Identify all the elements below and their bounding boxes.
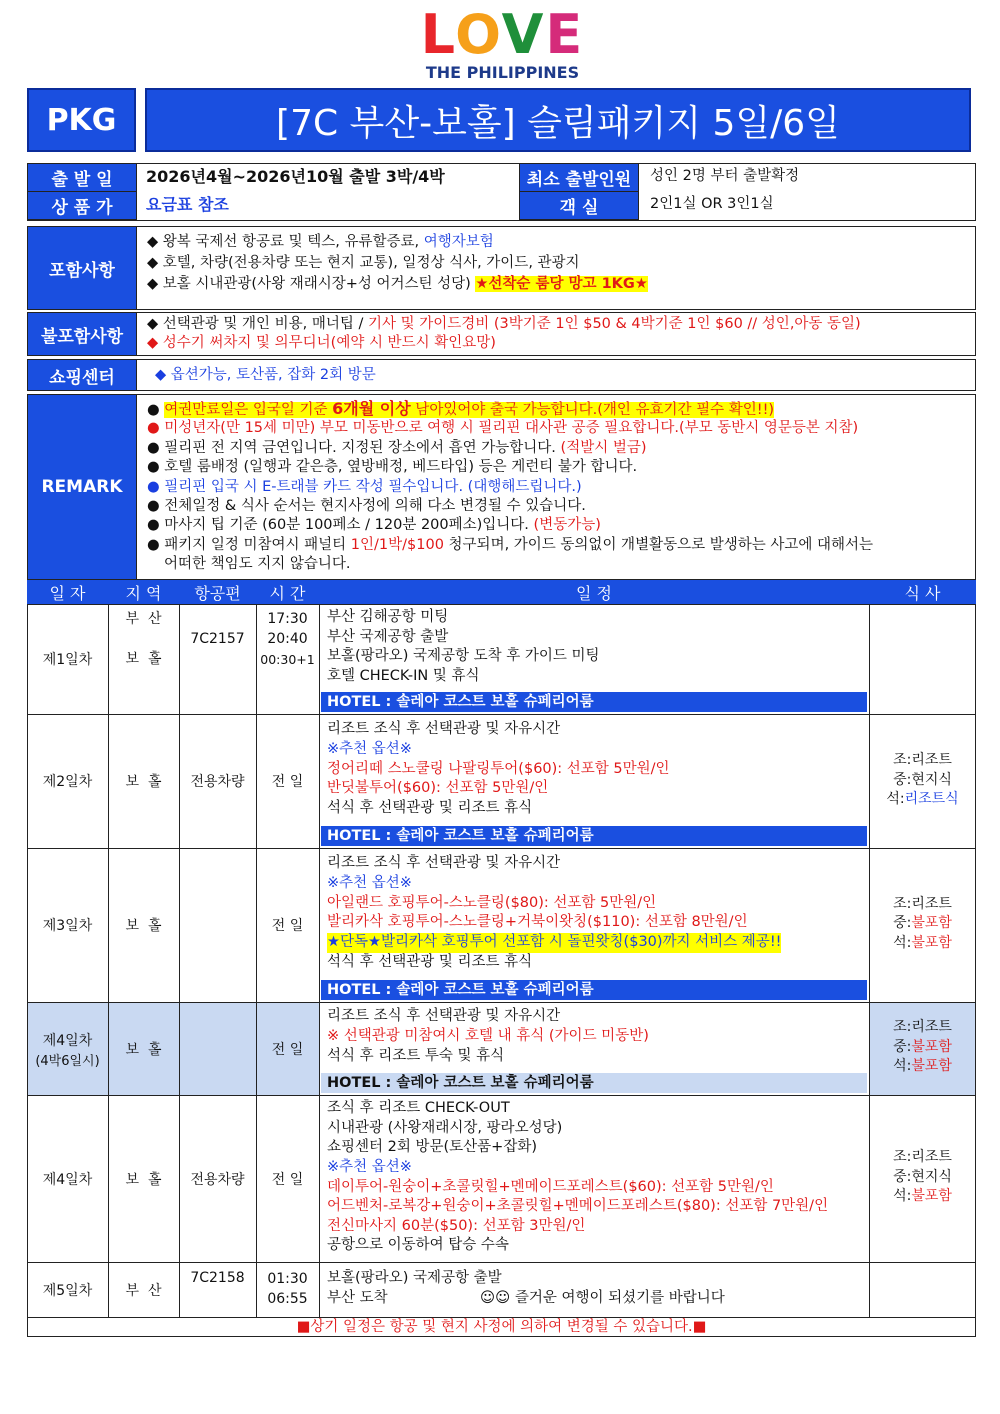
day4-schedule-8: 공항으로 이동하여 탑승 수속 <box>327 1237 509 1253</box>
day1-flight: 7C2157 <box>190 631 245 647</box>
remark-line-3: ● 필리핀 전 지역 금연입니다. 지정된 장소에서 흡연 가능합니다. (적발시 벌금) <box>147 440 647 456</box>
price-label: 상 품 가 <box>28 192 137 220</box>
day1-schedule-2: 부산 국제공항 출발 <box>327 629 449 645</box>
room-value: 2인1실 OR 3인1실 <box>650 196 774 212</box>
th-region: 지 역 <box>108 580 179 604</box>
day4a-hotel-bar: HOTEL : 솔레아 코스트 보홀 슈페리어룸 <box>321 1073 867 1093</box>
day3-schedule-2: ※추천 옵션※ <box>327 875 412 891</box>
day1-region-2: 보 홀 <box>125 651 162 667</box>
day4-schedule-7: 전신마사지 60분($50): 선포함 3만원/인 <box>327 1218 586 1234</box>
day2-schedule-5: 석식 후 선택관광 및 리조트 휴식 <box>327 800 533 816</box>
day2-time: 전 일 <box>271 774 304 790</box>
th-schedule: 일 정 <box>319 580 869 604</box>
day5-label: 제5일차 <box>42 1282 93 1299</box>
day4a-schedule-1: 리조트 조식 후 선택관광 및 자유시간 <box>327 1008 561 1024</box>
day1-schedule-3: 보홀(팡라오) 국제공항 도착 후 가이드 미팅 <box>327 648 600 664</box>
day1-hotel-bar: HOTEL : 솔레아 코스트 보홀 슈페리어룸 <box>321 692 867 712</box>
th-flight: 항공편 <box>179 580 256 604</box>
day2-meal-lunch: 중:현지식 <box>893 772 952 788</box>
day1-time-1: 17:30 <box>267 611 308 627</box>
excluded-label: 불포함사항 <box>28 313 137 355</box>
shopping-label: 쇼핑센터 <box>28 360 137 390</box>
day3-hotel-bar: HOTEL : 솔레아 코스트 보홀 슈페리어룸 <box>321 980 867 1000</box>
remark-line-5: ● 필리핀 입국 시 E-트래블 카드 작성 필수입니다. (대행해드립니다.) <box>147 479 582 495</box>
col-line-4 <box>319 604 320 1317</box>
room-label: 객 실 <box>519 192 639 220</box>
included-line-1: ◆ 왕복 국제선 항공료 및 텍스, 유류할증료, 여행자보험 <box>147 234 494 250</box>
page-title: [7C 부산-보홀] 슬림패키지 5일/6일 <box>145 88 971 152</box>
day2-transport: 전용차량 <box>190 774 245 790</box>
day4-meal-dinner: 석:불포함 <box>893 1188 952 1204</box>
day5-time-1: 01:30 <box>267 1271 308 1287</box>
depart-label: 출 발 일 <box>28 164 137 192</box>
day4-schedule-4: ※추천 옵션※ <box>327 1159 412 1175</box>
pkg-label: PKG <box>27 88 136 152</box>
remark-line-6: ● 전체일정 & 식사 순서는 현지사정에 의해 다소 변경될 수 있습니다. <box>147 498 586 514</box>
logo-love-text: LOVE <box>420 3 585 66</box>
love-philippines-logo <box>400 3 605 86</box>
day2-hotel-bar: HOTEL : 솔레아 코스트 보홀 슈페리어룸 <box>321 826 867 846</box>
footer-notice: ■상기 일정은 항공 및 현지 사정에 의하여 변경될 수 있습니다.■ <box>296 1319 707 1335</box>
included-label: 포함사항 <box>28 227 137 309</box>
day2-label: 제2일차 <box>42 774 93 790</box>
excluded-line-1: ◆ 선택관광 및 개인 비용, 매너팁 / 기사 및 가이드경비 (3박기준 1인 $50 & 4박기준 1인 $60 // 성인,아동 동일) <box>147 316 861 332</box>
day4-schedule-1: 조식 후 리조트 CHECK-OUT <box>327 1100 510 1116</box>
th-day: 일 자 <box>27 580 108 604</box>
day1-region-1: 부 산 <box>125 611 162 627</box>
day5-schedule-2: 부산 도착 <box>327 1290 388 1306</box>
day3-time: 전 일 <box>271 918 304 934</box>
day4-meal-lunch: 중:현지식 <box>893 1169 952 1185</box>
day4a-schedule-3: 석식 후 리조트 투숙 및 휴식 <box>327 1048 505 1064</box>
th-meal: 식 사 <box>869 580 976 604</box>
day5-time-2: 06:55 <box>267 1291 308 1307</box>
logo-subtitle: THE PHILIPPINES <box>425 63 580 82</box>
day4-region: 보 홀 <box>125 1171 162 1188</box>
day3-schedule-1: 리조트 조식 후 선택관광 및 자유시간 <box>327 855 561 871</box>
day3-schedule-4: 발리카삭 호핑투어-스노클링+거북이왓칭($110): 선포함 8만원/인 <box>327 914 748 930</box>
day4a-meal-dinner: 석:불포함 <box>893 1058 952 1074</box>
day5-flight: 7C2158 <box>190 1270 245 1286</box>
day2-meal-dinner: 석:리조트식 <box>886 791 959 807</box>
price-value: 요금표 참조 <box>146 195 229 214</box>
day4a-label: 제4일차 (4박6일시) <box>35 1032 100 1069</box>
day4-time: 전 일 <box>271 1171 304 1188</box>
day2-region: 보 홀 <box>125 774 162 790</box>
day1-time-3: 00:30+1 <box>260 651 315 667</box>
day1-schedule-4: 호텔 CHECK-IN 및 휴식 <box>327 668 480 684</box>
day5-schedule-1: 보홀(팡라오) 국제공항 출발 <box>327 1270 502 1286</box>
day4-schedule-3: 쇼핑센터 2회 방문(토산품+잡화) <box>327 1139 537 1155</box>
th-time: 시 간 <box>256 580 319 604</box>
day4-meal-breakfast: 조:리조트 <box>893 1149 952 1165</box>
day4-schedule-2: 시내관광 (사왕재래시장, 팡라오성당) <box>327 1120 563 1136</box>
day5-region: 부 산 <box>125 1282 162 1299</box>
day4a-meal-breakfast: 조:리조트 <box>893 1019 952 1035</box>
day3-region: 보 홀 <box>125 918 162 934</box>
depart-value: 2026년4월~2026년10월 출발 3박/4박 <box>146 167 445 186</box>
day1-label: 제1일차 <box>42 652 93 668</box>
day4a-region: 보 홀 <box>125 1042 162 1058</box>
remark-line-9: 어떠한 책임도 지지 않습니다. <box>164 556 351 572</box>
day3-schedule-3: 아일랜드 호핑투어-스노클링($80): 선포함 5만원/인 <box>327 895 657 911</box>
day4a-time: 전 일 <box>271 1042 304 1058</box>
remark-line-7: ● 마사지 팁 기준 (60분 100페소 / 120분 200페소)입니다. (변동가능) <box>147 517 601 533</box>
remark-label: REMARK <box>28 395 137 579</box>
day4-transport: 전용차량 <box>190 1171 245 1188</box>
day2-schedule-4: 반딧불투어($60): 선포함 5만원/인 <box>327 780 549 796</box>
day4a-schedule-2: ※ 선택관광 미참여시 호텔 내 휴식 (가이드 미동반) <box>327 1028 649 1044</box>
day4-schedule-6: 어드벤처-로복강+원숭이+초콜릿힐+멘메이드포레스트($80): 선포함 7만원/인 <box>327 1198 829 1214</box>
included-line-2: ◆ 호텔, 차량(전용차량 또는 현지 교통), 일정상 식사, 가이드, 관광지 <box>147 255 580 271</box>
day4-label: 제4일차 <box>42 1171 93 1188</box>
day1-time-2: 20:40 <box>267 631 308 647</box>
day3-label: 제3일차 <box>42 918 93 934</box>
remark-line-4: ● 호텔 룸배정 (일행과 같은층, 옆방배정, 베드타입) 등은 게런티 불가 합니다. <box>147 459 638 475</box>
col-line-5 <box>869 604 870 1317</box>
day1-schedule-1: 부산 김해공항 미팅 <box>327 609 449 625</box>
day3-meal-dinner: 석:불포함 <box>893 935 952 951</box>
shopping-value: ◆ 옵션가능, 토산품, 잡화 2회 방문 <box>155 367 376 383</box>
remark-line-1: ● 여권만료일은 입국일 기준 6개월 이상 남아있어야 출국 가능합니다.(개인 유효기간 필수 확인!!) <box>147 399 775 418</box>
day3-schedule-5: ★단독★발리카삭 호핑투어 선포함 시 돌핀왓칭($30)까지 서비스 제공!! <box>327 933 781 953</box>
day3-meal-lunch: 중:불포함 <box>893 915 952 931</box>
min-people-value: 성인 2명 부터 출발확정 <box>650 168 800 184</box>
min-people-label: 최소 출발인원 <box>519 164 639 192</box>
day2-meal-breakfast: 조:리조트 <box>893 752 952 768</box>
day5-schedule-3: ☺☺ 즐거운 여행이 되셨기를 바랍니다 <box>480 1290 725 1306</box>
day3-meal-breakfast: 조:리조트 <box>893 896 952 912</box>
remark-line-2: ● 미성년자(만 15세 미만) 부모 미동반으로 여행 시 필리핀 대사관 공증 필요합니다.(부모 동반시 영문등본 지참) <box>147 420 859 436</box>
remark-line-8: ● 패키지 일정 미참여시 패널티 1인/1박/$100 청구되며, 가이드 동의없이 개별활동으로 발생하는 사고에 대해서는 <box>147 537 874 553</box>
included-line-3: ◆ 보홀 시내관광(사왕 재래시장+성 어거스틴 성당) ★선착순 룸당 망고 1KG★ <box>147 276 648 292</box>
day2-schedule-3: 정어리떼 스노쿨링 나팔링투어($60): 선포함 5만원/인 <box>327 761 670 777</box>
day2-schedule-1: 리조트 조식 후 선택관광 및 자유시간 <box>327 721 561 737</box>
excluded-line-2: ◆ 성수기 써차지 및 의무디너(예약 시 반드시 확인요망) <box>147 335 496 351</box>
day2-schedule-2: ※추천 옵션※ <box>327 741 412 757</box>
day3-schedule-6: 석식 후 선택관광 및 리조트 휴식 <box>327 954 533 970</box>
day4-schedule-5: 데이투어-원숭이+초콜릿힐+멘메이드포레스트($60): 선포함 5만원/인 <box>327 1179 774 1195</box>
day4a-meal-lunch: 중:불포함 <box>893 1039 952 1055</box>
